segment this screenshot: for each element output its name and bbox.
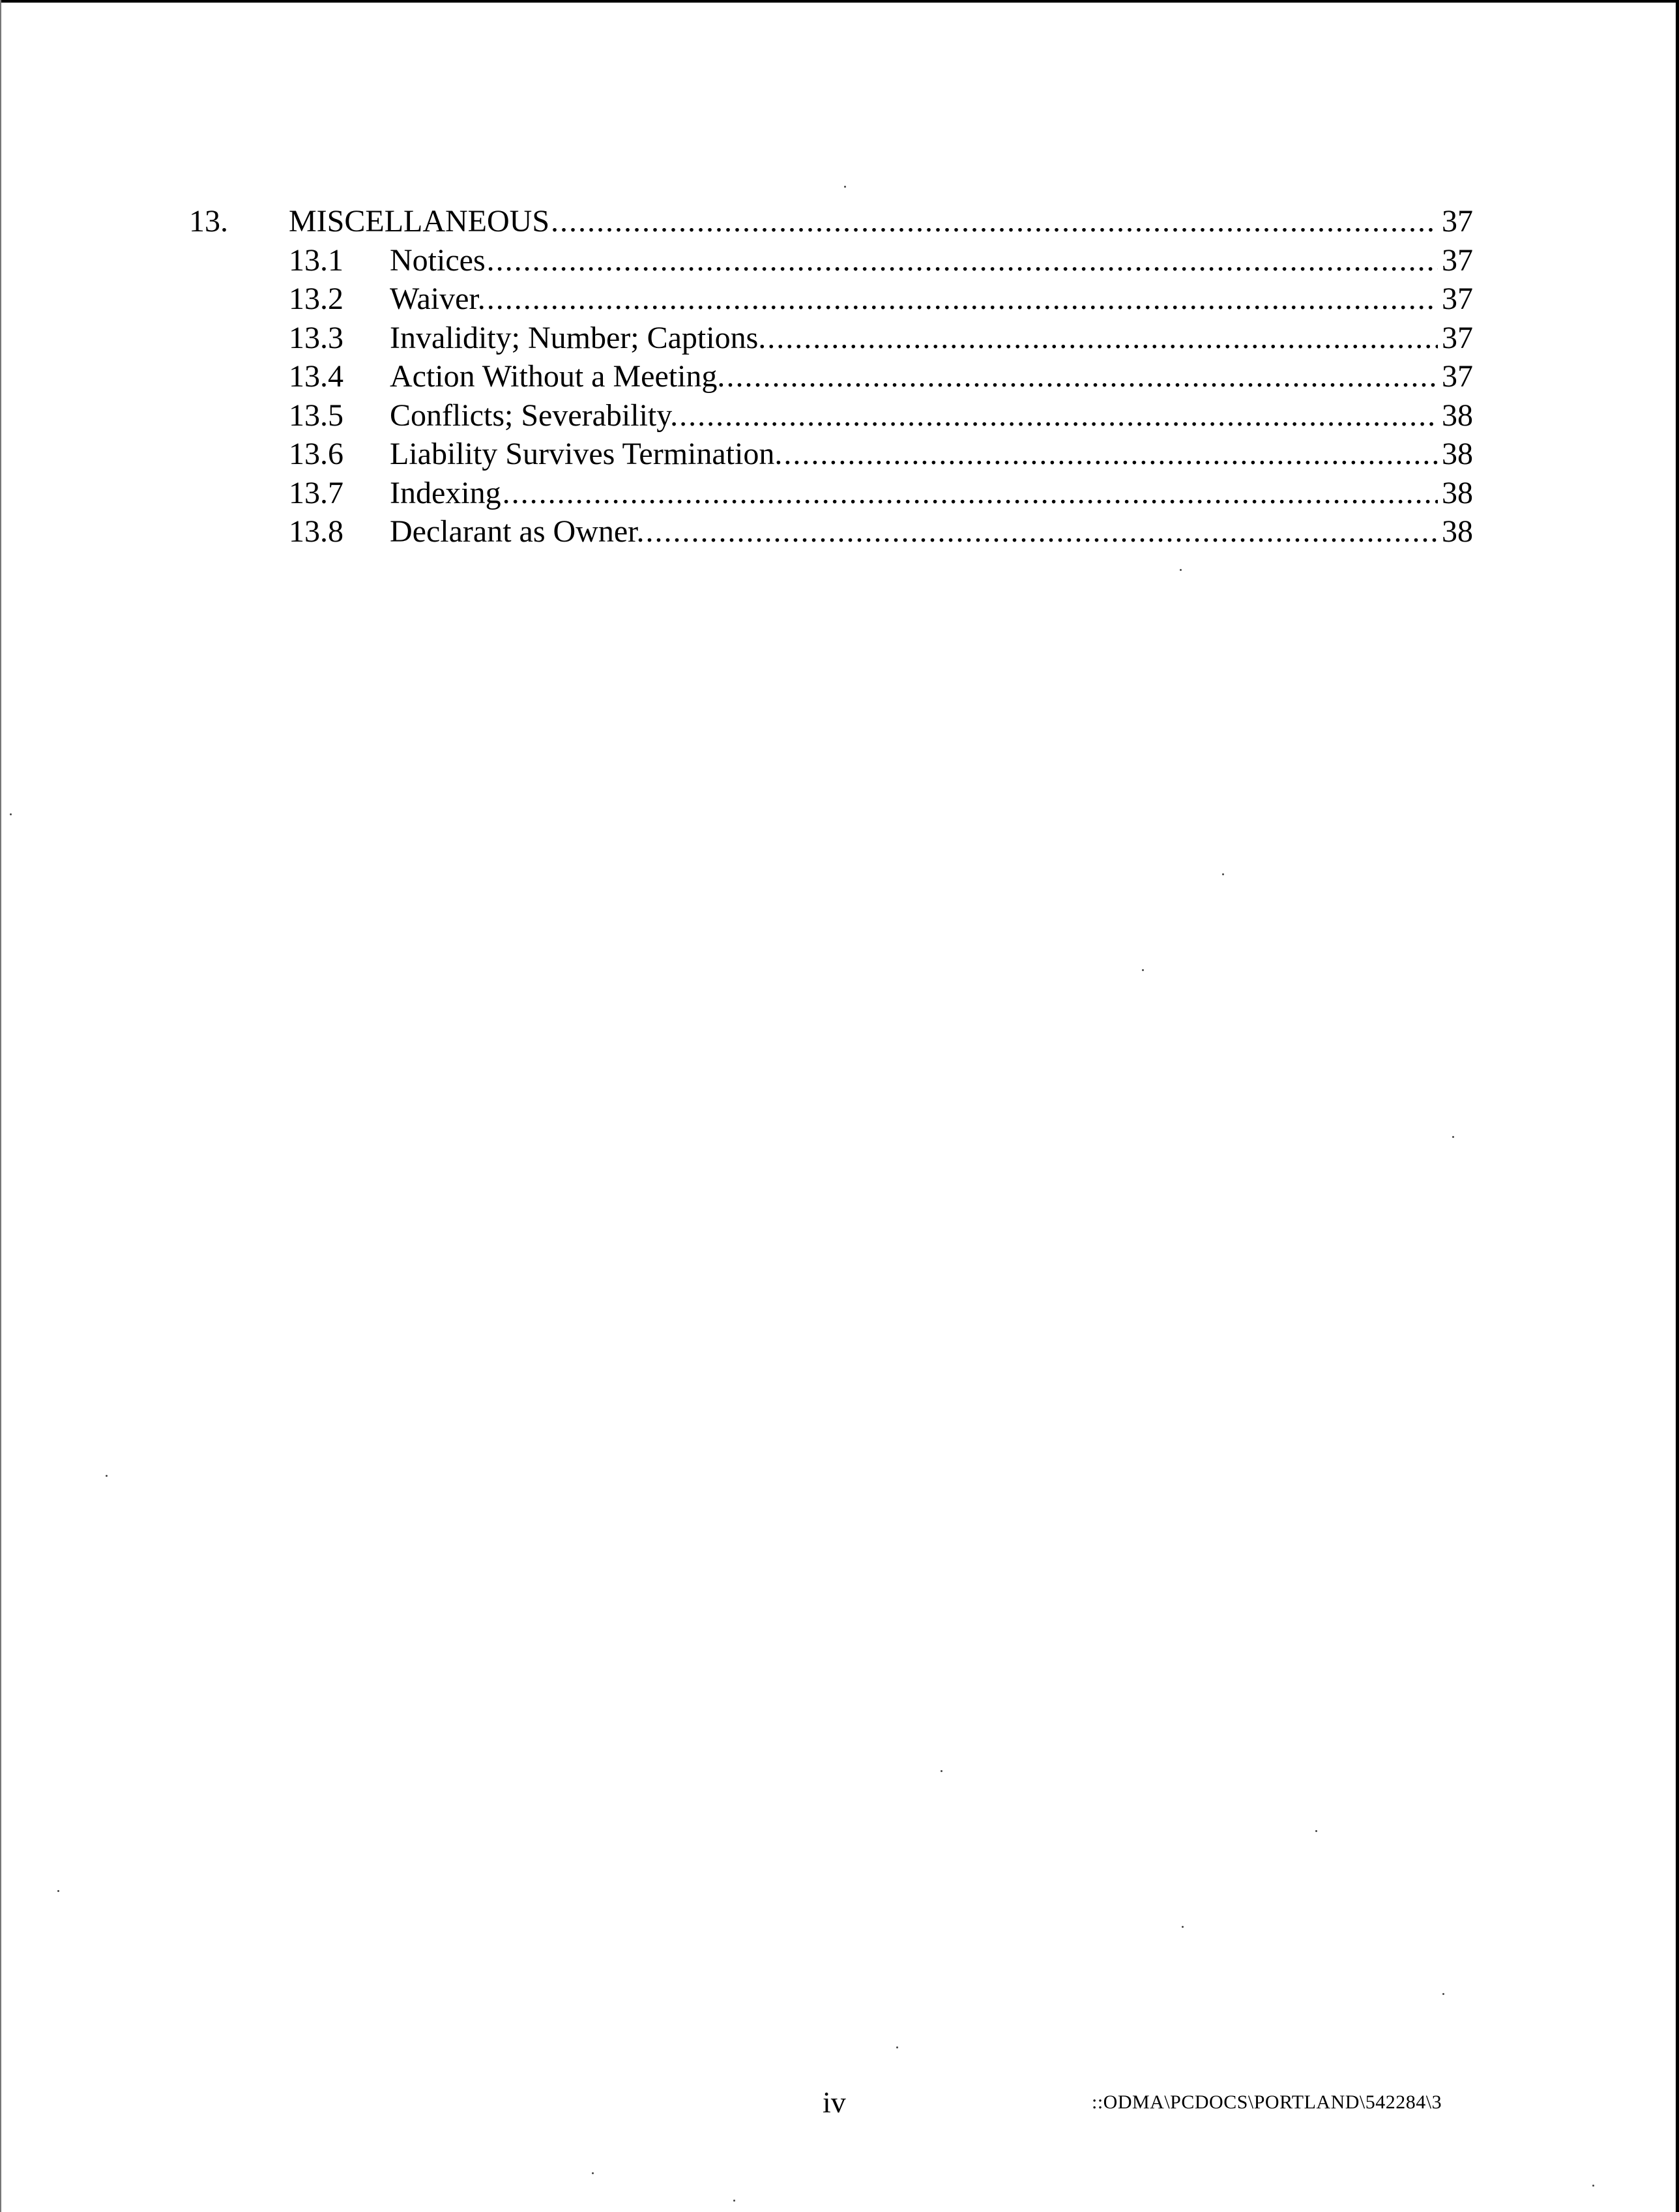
toc-item-13-3 [189,319,1473,358]
scan-speck [1142,969,1144,971]
toc-item-number: 13.5 [289,398,343,433]
toc-item-13-2 [189,280,1473,319]
toc-item-page: 37 [1442,282,1473,316]
scan-speck [733,2200,735,2202]
dot-leader [783,435,1438,474]
toc-item-13-4 [189,357,1473,396]
toc-item-line [390,357,1473,396]
scan-speck [1452,1136,1454,1138]
toc-item-line [390,396,1473,435]
scan-speck [1182,1926,1184,1928]
scan-speck [592,2172,594,2174]
dot-leader [487,241,1438,280]
toc-item-page: 37 [1442,359,1473,394]
scan-speck [844,186,846,188]
toc-item-title: Liability Survives Termination. [390,437,783,471]
dot-leader [551,202,1438,241]
toc-section-title: MISCELLANEOUS [289,204,550,239]
toc-item-title: Declarant as Owner. [390,514,645,549]
toc-item-page: 37 [1442,242,1473,278]
scan-border-left [0,0,1,2212]
toc-item-line [390,319,1473,358]
toc-item-number: 13.3 [289,320,343,355]
dot-leader [646,512,1438,551]
toc-item-number: 13.7 [289,475,343,510]
toc-item-number: 13.4 [289,359,343,394]
toc-item-title: Conflicts; Severability. [390,398,679,433]
dot-leader [726,357,1438,396]
toc-item-title: Indexing [390,475,501,510]
toc-item-title: Notices [390,242,486,278]
table-of-contents [189,202,1473,551]
toc-section-line [289,202,1473,241]
toc-item-13-5 [189,396,1473,435]
scan-border-right [1676,0,1679,2212]
toc-item-page: 38 [1442,398,1473,433]
toc-item-13-1 [189,241,1473,280]
scan-speck [896,2046,898,2048]
dot-leader [503,474,1438,513]
scan-speck [1442,1993,1444,1995]
toc-item-page: 38 [1442,437,1473,471]
toc-item-line [390,435,1473,474]
toc-item-13-7 [189,474,1473,513]
toc-item-title: Waiver. [390,282,486,316]
scan-speck [1315,1830,1317,1832]
scan-speck [1180,569,1182,571]
toc-section-13 [189,202,1473,241]
dot-leader [679,396,1438,435]
toc-item-13-8 [189,512,1473,551]
toc-item-page: 38 [1442,514,1473,549]
toc-item-line [390,241,1473,280]
dot-leader [487,280,1438,319]
scan-speck [941,1770,942,1772]
toc-item-13-6 [189,435,1473,474]
dot-leader [767,319,1438,358]
toc-item-page: 37 [1442,320,1473,355]
toc-item-line [390,474,1473,513]
scan-speck [1592,2185,1594,2187]
toc-section-page: 37 [1442,204,1473,239]
scan-speck [106,1475,108,1477]
scan-speck [10,813,12,815]
toc-item-number: 13.8 [289,514,343,549]
toc-item-title: Action Without a Meeting. [390,359,725,394]
toc-item-number: 13.6 [289,437,343,471]
toc-item-number: 13.1 [289,242,343,278]
toc-item-page: 38 [1442,475,1473,510]
scan-speck [1222,873,1224,875]
toc-item-line [390,280,1473,319]
footer-page-number: iv [823,2086,846,2119]
toc-item-line [390,512,1473,551]
toc-section-number: 13. [189,204,228,239]
footer-document-path: ::ODMA\PCDOCS\PORTLAND\542284\3 [1092,2091,1442,2113]
toc-item-title: Invalidity; Number; Captions. [390,320,766,355]
scan-speck [57,1890,59,1892]
toc-item-number: 13.2 [289,282,343,316]
scan-border-top [0,0,1679,3]
